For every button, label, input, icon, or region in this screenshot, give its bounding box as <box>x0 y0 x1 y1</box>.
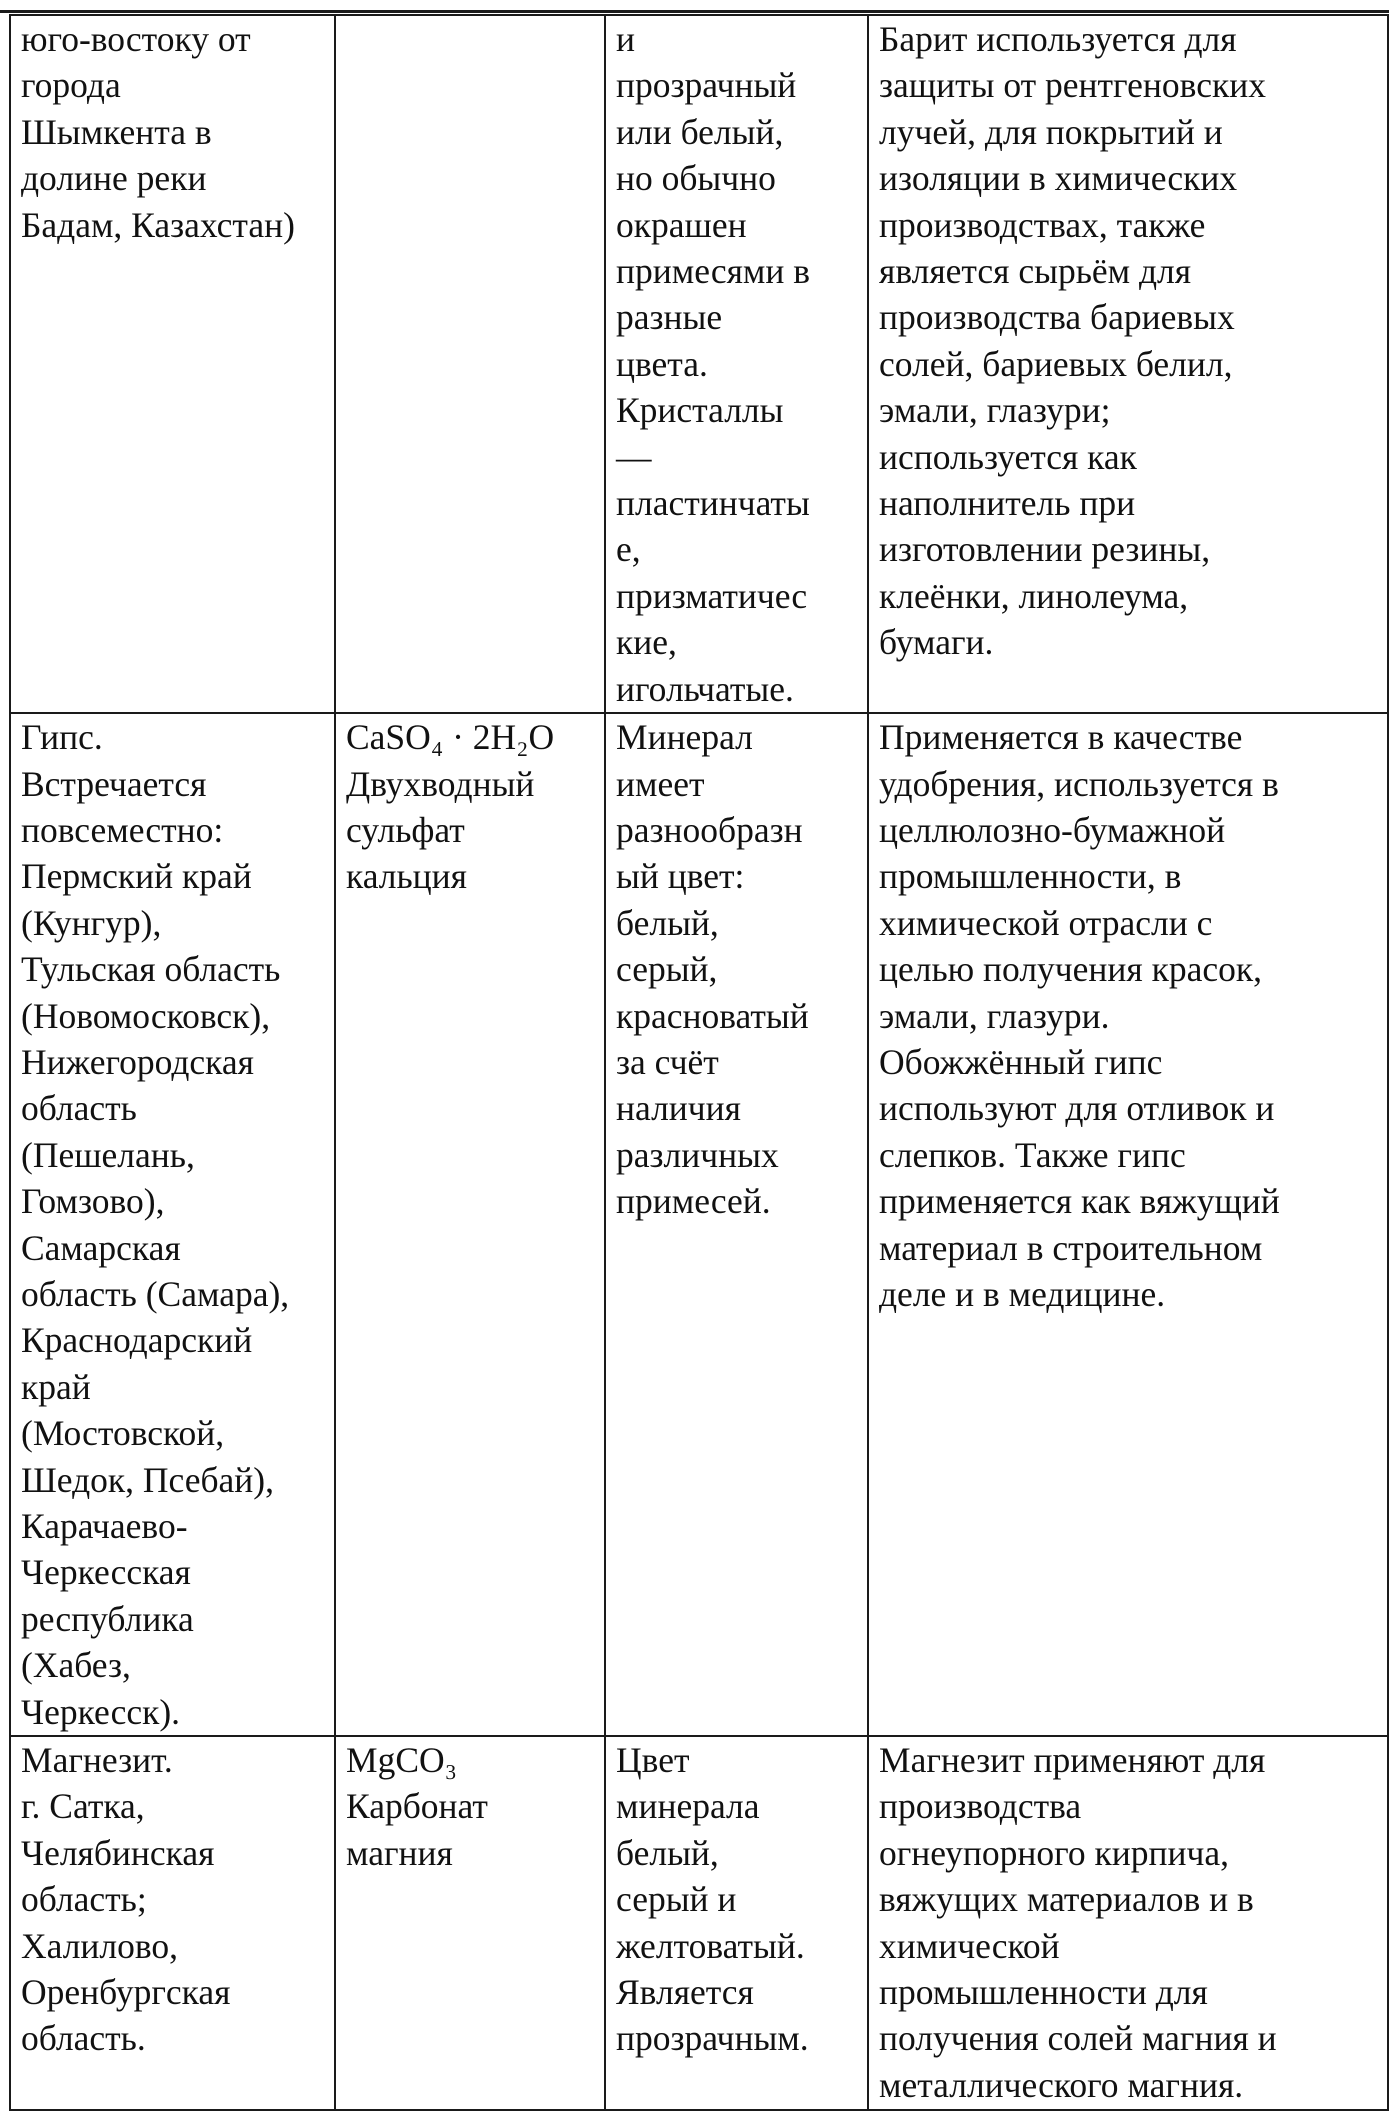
cell-text-line: Черкесск). <box>21 1691 181 1732</box>
cell-text-line: бумаги. <box>879 622 994 663</box>
cell-text-line: удобрения, используется в <box>879 763 1279 804</box>
cell-text-line: Черкесская <box>21 1552 191 1593</box>
cell-text-line: изготовлении резины, <box>879 529 1211 570</box>
cell-text-line: является сырьём для <box>879 251 1192 292</box>
cell-text-line: Кристаллы <box>616 390 784 431</box>
cell-text-line: Тульская область <box>21 949 281 990</box>
cell-text-line: защиты от рентгеновских <box>879 65 1266 106</box>
cell-text-line: Магнезит. <box>21 1740 173 1781</box>
cell-text-line: Является <box>616 1972 754 2013</box>
cell-text-line: используется как <box>879 436 1137 477</box>
cell-text-line: примесей. <box>616 1181 771 1222</box>
cell-text-line: область; <box>21 1879 147 1920</box>
cell-text-line: область <box>21 1088 137 1129</box>
cell-text-line: е, <box>616 529 641 570</box>
cell-text-line: окрашен <box>616 204 747 245</box>
cell-text-line: край <box>21 1366 91 1407</box>
table-row <box>10 713 1388 1736</box>
cell-text-line: Гомзово), <box>21 1181 165 1222</box>
cell-text-line: изоляции в химических <box>879 158 1238 199</box>
cell-text-line: лучей, для покрытий и <box>879 111 1223 152</box>
cell-text-line: сульфат <box>346 809 465 850</box>
usage-cell <box>868 1736 1388 2110</box>
cell-text-line: Применяется в качестве <box>879 717 1243 758</box>
cell-text-line: металлического магния. <box>879 2064 1244 2105</box>
cell-text-line: красноватый <box>616 995 809 1036</box>
cell-text-line: эмали, глазури. <box>879 995 1110 1036</box>
cell-text-line: получения солей магния и <box>879 2018 1277 2059</box>
cell-text-line: за счёт <box>616 1041 719 1082</box>
cell-text-line: республика <box>21 1598 194 1639</box>
formula-cell <box>335 713 605 1736</box>
cell-text-line: Обожжённый гипс <box>879 1041 1163 1082</box>
table-body <box>10 15 1388 2110</box>
cell-text-line: различных <box>616 1134 779 1175</box>
deposit-cell <box>10 713 335 1736</box>
cell-text-line: деле и в медицине. <box>879 1273 1166 1314</box>
cell-text-line: или белый, <box>616 111 784 152</box>
cell-text-line: целлюлозно-бумажной <box>879 809 1226 850</box>
table-row <box>10 1736 1388 2110</box>
cell-text-line: клеёнки, линолеума, <box>879 575 1189 616</box>
cell-text-line: промышленности, в <box>879 856 1182 897</box>
deposit-cell <box>10 15 335 713</box>
cell-text-line: область. <box>21 2018 146 2059</box>
cell-text-line: Встречается <box>21 763 207 804</box>
cell-text-line: белый, <box>616 1832 719 1873</box>
cell-text-line: Нижегородская <box>21 1041 254 1082</box>
formula-cell <box>335 15 605 713</box>
cell-text-line: MgCO₃ <box>346 1740 458 1781</box>
cell-text-line: огнеупорного кирпича, <box>879 1832 1229 1873</box>
cell-text-line: вяжущих материалов и в <box>879 1879 1254 1920</box>
cell-text-line: игольчатые. <box>616 668 794 709</box>
usage-cell <box>868 713 1388 1736</box>
table-row <box>10 15 1388 713</box>
cell-text-line: производства бариевых <box>879 297 1235 338</box>
minerals-table <box>9 14 1389 2111</box>
cell-text-line: цвета. <box>616 343 708 384</box>
cell-text-line: Оренбургская <box>21 1972 231 2013</box>
cell-text-line: прозрачным. <box>616 2018 809 2059</box>
deposit-cell <box>10 1736 335 2110</box>
cell-text-line: наполнитель при <box>879 483 1136 524</box>
cell-text-line: ый цвет: <box>616 856 745 897</box>
cell-text-line: имеет <box>616 763 705 804</box>
cell-text-line: разнообразн <box>616 809 803 850</box>
cell-text-line: Двухводный <box>346 763 535 804</box>
cell-text-line: Карачаево- <box>21 1506 188 1546</box>
cell-text-line: наличия <box>616 1088 741 1129</box>
cell-text-line: Минерал <box>616 717 753 758</box>
top-rule <box>0 10 1389 13</box>
properties-cell <box>605 15 868 713</box>
cell-text-line: желтоватый. <box>616 1925 805 1966</box>
cell-text-line: (Новомосковск), <box>21 995 271 1036</box>
cell-text-line: применяется как вяжущий <box>879 1181 1280 1222</box>
cell-text-line: г. Сатка, <box>21 1786 145 1827</box>
cell-text-line: кие, <box>616 622 677 663</box>
cell-text-line: магния <box>346 1832 453 1873</box>
cell-text-line: производствах, также <box>879 204 1206 245</box>
cell-text-line: но обычно <box>616 158 776 199</box>
cell-text-line: солей, бариевых белил, <box>879 343 1233 384</box>
properties-cell <box>605 713 868 1736</box>
cell-text-line: слепков. Также гипс <box>879 1134 1186 1175</box>
cell-text-line: Краснодарский <box>21 1320 253 1361</box>
cell-text-line: Барит используется для <box>879 19 1237 59</box>
cell-text-line: Пермский край <box>21 856 252 897</box>
cell-text-line: (Пешелань, <box>21 1134 195 1175</box>
cell-text-line: промышленности для <box>879 1972 1208 2013</box>
cell-text-line: область (Самара), <box>21 1273 290 1314</box>
cell-text-line: химической <box>879 1925 1060 1966</box>
cell-text-line: Самарская <box>21 1227 181 1268</box>
cell-text-line: пластинчаты <box>616 483 810 524</box>
formula-cell <box>335 1736 605 2110</box>
cell-text-line: белый, <box>616 902 719 943</box>
cell-text-line: Бадам, Казахстан) <box>21 204 295 245</box>
cell-text-line: химической отрасли с <box>879 902 1213 943</box>
cell-text-line: юго-востоку от <box>21 19 251 59</box>
cell-text-line: Шымкента в <box>21 111 212 152</box>
cell-text-line: повсеместно: <box>21 809 224 850</box>
cell-text-line: Шедок, Псебай), <box>21 1459 275 1500</box>
cell-text-line: материал в строительном <box>879 1227 1263 1268</box>
cell-text-line: Гипс. <box>21 717 103 758</box>
cell-text-line: эмали, глазури; <box>879 390 1111 431</box>
cell-text-line: города <box>21 65 121 106</box>
cell-text-line: Карбонат <box>346 1786 488 1827</box>
cell-text-line: (Кунгур), <box>21 902 162 943</box>
cell-text-line: Халилово, <box>21 1925 179 1966</box>
cell-text-line: призматичес <box>616 575 808 616</box>
cell-text-line: серый, <box>616 949 718 990</box>
cell-text-line: (Мостовской, <box>21 1413 225 1454</box>
cell-text-line: CaSO₄ · 2H₂O <box>346 717 555 758</box>
cell-text-line: Челябинская <box>21 1832 215 1873</box>
cell-text-line: — <box>616 436 652 477</box>
cell-text-line: и <box>616 19 635 59</box>
cell-text-line: используют для отливок и <box>879 1088 1275 1129</box>
cell-text-line: Магнезит применяют для <box>879 1740 1266 1781</box>
cell-text-line: Цвет <box>616 1740 690 1781</box>
cell-text-line: разные <box>616 297 723 338</box>
properties-cell <box>605 1736 868 2110</box>
cell-text-line: долине реки <box>21 158 207 199</box>
cell-text-line: прозрачный <box>616 65 797 106</box>
cell-text-line: кальция <box>346 856 468 897</box>
cell-text-line: серый и <box>616 1879 737 1920</box>
usage-cell <box>868 15 1388 713</box>
cell-text-line: минерала <box>616 1786 760 1827</box>
cell-text-line: производства <box>879 1786 1082 1827</box>
cell-text-line: примесями в <box>616 251 811 292</box>
cell-text-line: (Хабез, <box>21 1645 131 1686</box>
cell-text-line: целью получения красок, <box>879 949 1262 990</box>
